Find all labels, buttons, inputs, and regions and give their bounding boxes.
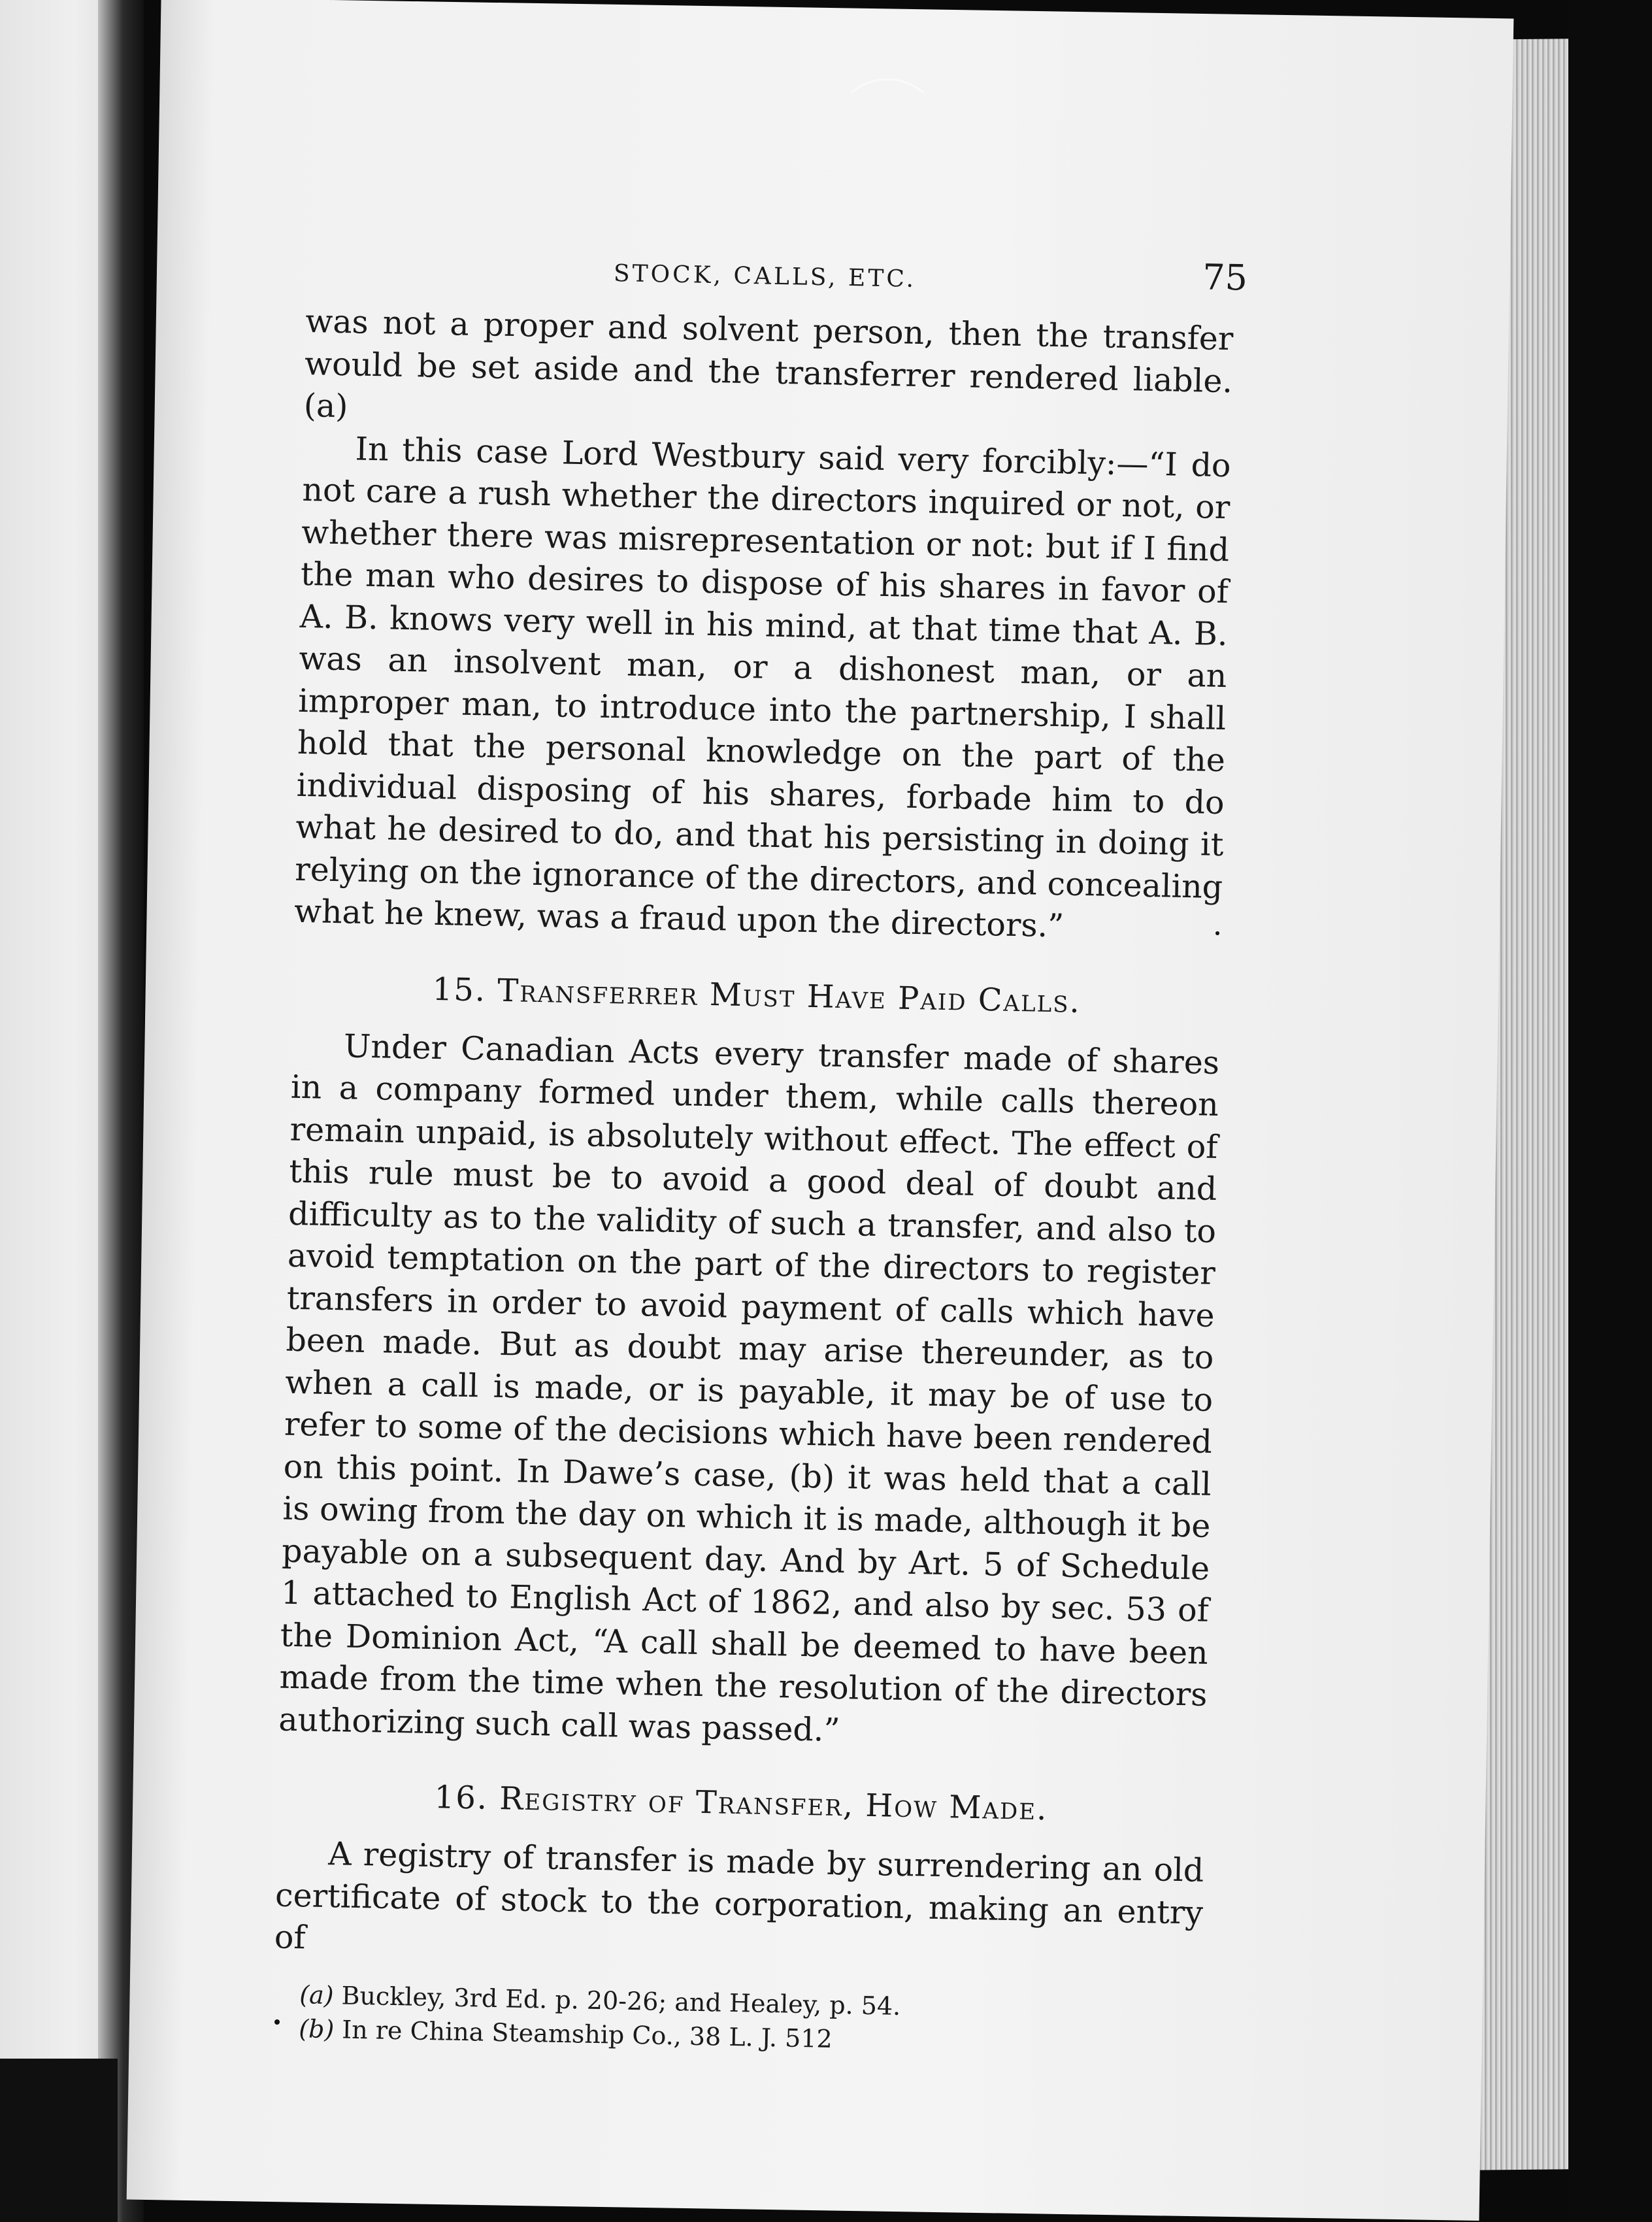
paragraph-westbury-quote: In this case Lord Westbury said very forcibly:—“I do not care a rush whether the directors inquired or not, or whether there was misrepresentation or not: but if I find the man who desires to dispose of his shares in favor of A. B. knows very well in his mind, at that time that A. B. was an insolvent man, or a dishonest man, or an improper man, to introduce into the partnership, I shall hold that the personal knowledge on the part of the individual disposing of his shares, forbade him to do what he desired to do, and that his persisting in doing it relying on the ignorance of the directors, and concealing what he knew, was a fraud upon the directors.” xyxy=(293,429,1232,945)
footnote-label: (a) xyxy=(299,1980,335,2010)
paragraph-canadian-acts: Under Canadian Acts every transfer made of shares in a company formed under them, while calls thereon remain unpaid, is absolutely without effect. The effect of this rule must be to avoid a good deal of doubt and difficulty as to the validity of such a transfer, and also to avoid temptation on the part of the directors to register transfers in order to avoid payment of calls which have been made. But as doubt may arise thereunder, as to when a call is made, or is payable, it may be of use to refer to some of the decisions which have been rendered on this point. In Dawe’s case, (b) it was held that a call is owing from the day on which it is made, although it be payable on a subsequent day. And by Art. 5 of Schedule 1 attached to English Act of 1862, and also by sec. 53 of the Dominion Act, “A call shall be deemed to have been made from the time when the resolution of the directors authorizing such call was passed.” xyxy=(278,1027,1220,1749)
background-right xyxy=(1568,0,1652,2222)
section-heading-15: 15. Transferrer Must Have Paid Calls. xyxy=(432,970,1082,1020)
paragraph-registry: A registry of transfer is made by surrendering an old certificate of stock to the corporation, making an entry of xyxy=(274,1835,1204,1957)
left-shadow xyxy=(0,2059,118,2222)
footnote-text: Buckley, 3rd Ed. p. 20-26; and Healey, p. 54. xyxy=(341,1981,901,2021)
running-title: STOCK, CALLS, ETC. xyxy=(613,260,917,293)
footnote-text: In re China Steamship Co., 38 L. J. 512 xyxy=(341,2015,833,2053)
footnote-label: (b) xyxy=(298,2014,335,2044)
page-text-block xyxy=(273,235,1248,2063)
page-number: 75 xyxy=(1202,256,1248,299)
section-heading-16: 16. Registry of Transfer, How Made. xyxy=(434,1779,1048,1828)
scratch-mark xyxy=(836,78,938,167)
paragraph-continuation: was not a proper and solvent person, then the transfer would be set aside and the transferrer rendered liable. (a) xyxy=(303,302,1234,425)
